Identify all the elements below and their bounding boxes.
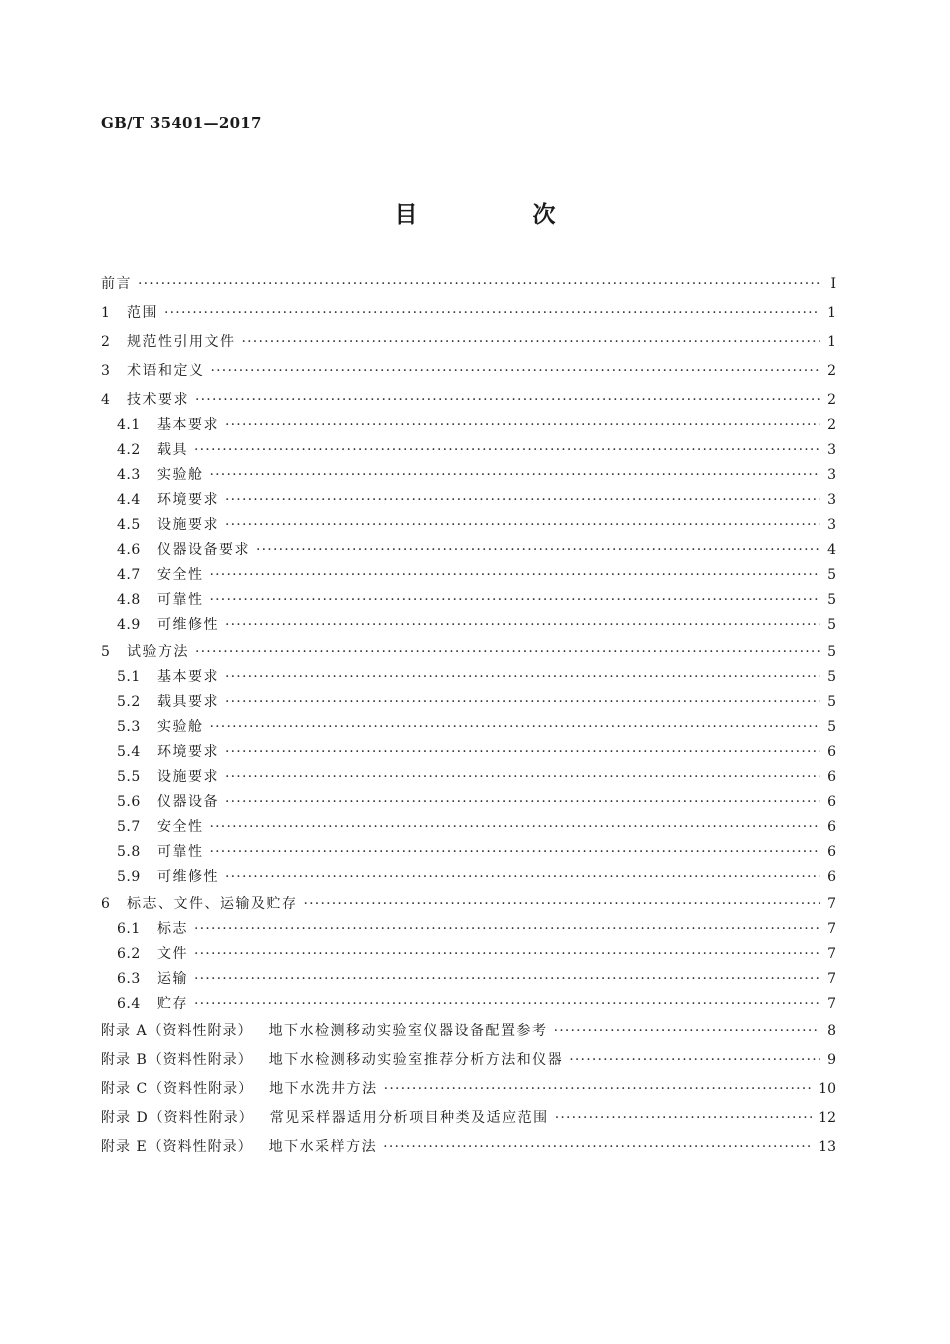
- dot-leader: [225, 790, 820, 815]
- toc-entry-title: 常见采样器适用分析项目种类及适应范围: [269, 1110, 549, 1126]
- toc-entry-title: 安全性: [157, 819, 204, 835]
- dot-leader: [256, 538, 820, 563]
- toc-page-number: 10: [818, 1081, 836, 1097]
- toc-page-number: 7: [827, 921, 836, 937]
- toc-page-number: 3: [827, 492, 836, 508]
- toc-entry-number: 1: [101, 305, 111, 321]
- toc-entry-title: 环境要求: [157, 744, 219, 760]
- toc-entry-title: 技术要求: [127, 392, 189, 408]
- dot-leader: [210, 715, 821, 740]
- dot-leader: [384, 1075, 813, 1104]
- toc-entry-title: 可维修性: [157, 869, 219, 885]
- dot-leader: [225, 513, 820, 538]
- toc-appendix-label: 附录 D（资料性附录）: [101, 1110, 254, 1126]
- toc-entry-number: 5.6: [117, 794, 141, 810]
- toc-page-number: 6: [827, 869, 836, 885]
- dot-leader: [194, 967, 820, 992]
- toc-page-number: 6: [827, 769, 836, 785]
- dot-leader: [225, 488, 820, 513]
- toc-entry-title: 可靠性: [157, 592, 204, 608]
- toc-entry[interactable]: [101, 463, 836, 488]
- toc-entry[interactable]: [101, 613, 836, 638]
- toc-entry[interactable]: [101, 538, 836, 563]
- toc-page-number: 3: [827, 442, 836, 458]
- dot-leader: [138, 270, 820, 299]
- dot-leader: [210, 563, 821, 588]
- dot-leader: [225, 690, 820, 715]
- toc-entry[interactable]: [101, 1046, 836, 1075]
- toc-entry[interactable]: [101, 765, 836, 790]
- toc-entry[interactable]: [101, 270, 836, 299]
- toc-page-number: 2: [827, 392, 836, 408]
- toc-page-number: 13: [818, 1139, 836, 1155]
- toc-entry-title: 地下水洗井方法: [269, 1081, 378, 1097]
- dot-leader: [210, 463, 821, 488]
- toc-entry-title: 试验方法: [127, 644, 189, 660]
- dot-leader: [194, 992, 820, 1017]
- toc-entry-title: 仪器设备: [157, 794, 219, 810]
- toc-entry[interactable]: [101, 690, 836, 715]
- toc-entry-number: 5.8: [117, 844, 141, 860]
- toc-page-number: 8: [827, 1023, 836, 1039]
- dot-leader: [383, 1133, 812, 1162]
- dot-leader: [194, 942, 820, 967]
- toc-entry-title: 地下水检测移动实验室仪器设备配置参考: [268, 1023, 548, 1039]
- dot-leader: [225, 665, 820, 690]
- toc-entry[interactable]: [101, 890, 836, 919]
- toc-entry[interactable]: [101, 840, 836, 865]
- toc-entry[interactable]: [101, 1104, 836, 1133]
- toc-entry[interactable]: [101, 865, 836, 890]
- dot-leader: [225, 613, 820, 638]
- standard-code: GB/T 35401—2017: [101, 114, 262, 132]
- toc-appendix-label: 附录 E（资料性附录）: [101, 1139, 253, 1155]
- toc-entry[interactable]: [101, 665, 836, 690]
- toc-appendix-label: 附录 C（资料性附录）: [101, 1081, 254, 1097]
- toc-page-number: 6: [827, 844, 836, 860]
- toc-entry-title: 安全性: [157, 567, 204, 583]
- toc-page-number: 3: [827, 517, 836, 533]
- toc-entry-number: 4.2: [117, 442, 141, 458]
- toc-entry-title: 运输: [157, 971, 188, 987]
- toc-page-number: 7: [827, 971, 836, 987]
- toc-entry[interactable]: [101, 1017, 836, 1046]
- toc-page-number: 12: [818, 1110, 836, 1126]
- toc-entry-number: 4.9: [117, 617, 141, 633]
- toc-entry[interactable]: [101, 328, 836, 357]
- toc-entry-number: 5.1: [117, 669, 141, 685]
- toc-entry-number: 3: [101, 363, 111, 379]
- dot-leader: [242, 328, 821, 357]
- toc-entry[interactable]: [101, 638, 836, 667]
- toc-entry-number: 6.1: [117, 921, 141, 937]
- toc-page-number: 1: [827, 334, 836, 350]
- toc-entry-number: 6.4: [117, 996, 141, 1012]
- toc-entry-title: 实验舱: [157, 719, 204, 735]
- toc-entry-title: 实验舱: [157, 467, 204, 483]
- toc-entry-number: 6: [101, 896, 111, 912]
- dot-leader: [195, 638, 820, 667]
- toc-page-number: 4: [827, 542, 836, 558]
- dot-leader: [225, 740, 820, 765]
- toc-entry-number: 2: [101, 334, 111, 350]
- toc-page-number: Ⅰ: [830, 276, 836, 292]
- toc-entry-number: 4.5: [117, 517, 141, 533]
- toc-entry[interactable]: [101, 413, 836, 438]
- toc-entry-title: 载具要求: [157, 694, 219, 710]
- toc-entry[interactable]: [101, 790, 836, 815]
- toc-entry[interactable]: [101, 992, 836, 1017]
- toc-entry-title: 贮存: [157, 996, 188, 1012]
- dot-leader: [210, 815, 821, 840]
- toc-page-number: 5: [827, 694, 836, 710]
- toc-entry-number: 4.8: [117, 592, 141, 608]
- toc-entry[interactable]: [101, 357, 836, 386]
- toc-appendix-label: 附录 A（资料性附录）: [101, 1023, 253, 1039]
- toc-appendix-label: 附录 B（资料性附录）: [101, 1052, 253, 1068]
- dot-leader: [225, 865, 820, 890]
- toc-entry-number: 4.7: [117, 567, 141, 583]
- toc-page-number: 7: [827, 996, 836, 1012]
- toc-entry-title: 设施要求: [157, 769, 219, 785]
- toc-page-number: 5: [827, 567, 836, 583]
- toc-entry[interactable]: [101, 815, 836, 840]
- toc-entry[interactable]: [101, 1133, 836, 1162]
- toc-entry[interactable]: [101, 1075, 836, 1104]
- toc-page-number: 7: [827, 896, 836, 912]
- toc-entry-title: 环境要求: [157, 492, 219, 508]
- toc-entry-number: 4.4: [117, 492, 141, 508]
- toc-entry-title: 标志: [157, 921, 188, 937]
- toc-page-number: 3: [827, 467, 836, 483]
- toc-entry-number: 4.1: [117, 417, 141, 433]
- dot-leader: [195, 386, 820, 415]
- table-of-contents: [101, 270, 836, 1162]
- toc-page-number: 5: [827, 644, 836, 660]
- toc-entry[interactable]: [101, 917, 836, 942]
- dot-leader: [225, 765, 820, 790]
- toc-entry-title: 前言: [101, 276, 132, 292]
- toc-entry-number: 5.2: [117, 694, 141, 710]
- toc-entry-title: 规范性引用文件: [127, 334, 236, 350]
- toc-entry-title: 载具: [157, 442, 188, 458]
- toc-page-number: 7: [827, 946, 836, 962]
- dot-leader: [194, 917, 820, 942]
- toc-entry[interactable]: [101, 513, 836, 538]
- toc-entry-title: 可维修性: [157, 617, 219, 633]
- toc-entry-title: 可靠性: [157, 844, 204, 860]
- dot-leader: [225, 413, 820, 438]
- toc-entry[interactable]: [101, 438, 836, 463]
- toc-page-number: 5: [827, 592, 836, 608]
- toc-entry[interactable]: [101, 386, 836, 415]
- dot-leader: [569, 1046, 820, 1075]
- toc-entry-number: 5: [101, 644, 111, 660]
- dot-leader: [164, 299, 820, 328]
- toc-entry-title: 范围: [127, 305, 158, 321]
- toc-entry-title: 设施要求: [157, 517, 219, 533]
- toc-entry-number: 5.3: [117, 719, 141, 735]
- toc-page-number: 5: [827, 617, 836, 633]
- toc-entry[interactable]: [101, 715, 836, 740]
- dot-leader: [555, 1104, 812, 1133]
- toc-entry[interactable]: [101, 967, 836, 992]
- toc-entry[interactable]: [101, 299, 836, 328]
- toc-entry-number: 5.7: [117, 819, 141, 835]
- toc-entry-number: 4: [101, 392, 111, 408]
- toc-entry[interactable]: [101, 588, 836, 613]
- toc-entry-number: 5.5: [117, 769, 141, 785]
- toc-page-number: 5: [827, 669, 836, 685]
- toc-page-number: 5: [827, 719, 836, 735]
- toc-entry-number: 5.9: [117, 869, 141, 885]
- dot-leader: [210, 588, 821, 613]
- toc-page-number: 6: [827, 794, 836, 810]
- toc-entry[interactable]: [101, 740, 836, 765]
- toc-entry[interactable]: [101, 488, 836, 513]
- dot-leader: [304, 890, 821, 919]
- dot-leader: [211, 357, 821, 386]
- page-title: 目 次: [394, 201, 602, 228]
- toc-entry-title: 地下水检测移动实验室推荐分析方法和仪器: [268, 1052, 564, 1068]
- toc-page-number: 9: [827, 1052, 836, 1068]
- dot-leader: [554, 1017, 820, 1046]
- toc-entry-number: 5.4: [117, 744, 141, 760]
- toc-page-number: 6: [827, 819, 836, 835]
- toc-page-number: 1: [827, 305, 836, 321]
- toc-entry-title: 标志、文件、运输及贮存: [127, 896, 298, 912]
- toc-entry-number: 6.2: [117, 946, 141, 962]
- dot-leader: [194, 438, 820, 463]
- toc-entry[interactable]: [101, 942, 836, 967]
- toc-entry-title: 基本要求: [157, 669, 219, 685]
- toc-entry-title: 基本要求: [157, 417, 219, 433]
- toc-entry-title: 仪器设备要求: [157, 542, 250, 558]
- toc-entry-title: 术语和定义: [127, 363, 205, 379]
- toc-page-number: 2: [827, 417, 836, 433]
- toc-entry-number: 4.6: [117, 542, 141, 558]
- toc-entry-number: 4.3: [117, 467, 141, 483]
- toc-page-number: 2: [827, 363, 836, 379]
- toc-entry-number: 6.3: [117, 971, 141, 987]
- toc-entry[interactable]: [101, 563, 836, 588]
- toc-entry-title: 地下水采样方法: [268, 1139, 378, 1155]
- toc-page-number: 6: [827, 744, 836, 760]
- toc-entry-title: 文件: [157, 946, 188, 962]
- dot-leader: [210, 840, 821, 865]
